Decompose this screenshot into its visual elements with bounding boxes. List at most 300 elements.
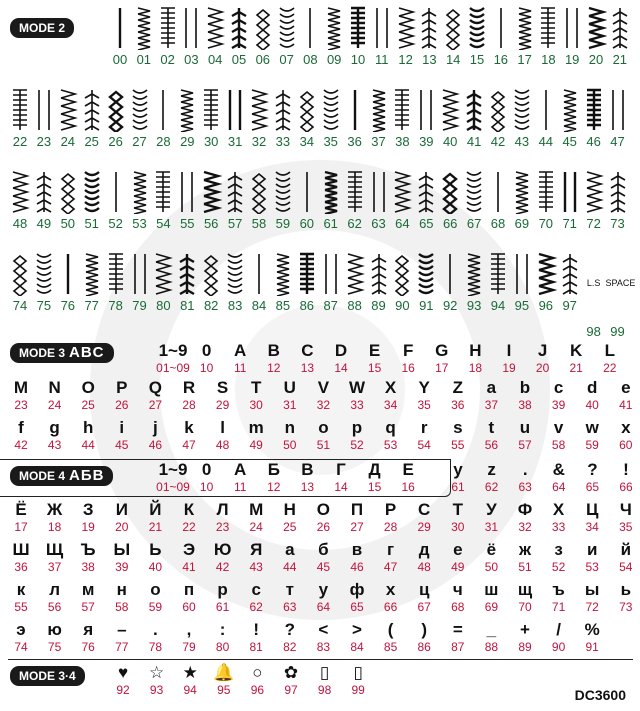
- character-number: 50: [484, 560, 499, 574]
- character-number: 88: [484, 640, 499, 654]
- character-number: 16: [401, 480, 415, 494]
- stitch-number: 10: [350, 52, 366, 67]
- character-cell: [277, 500, 303, 534]
- character-number: 65: [350, 600, 364, 614]
- character-number: 46: [148, 438, 163, 452]
- stitch-pattern-icon: [223, 170, 247, 216]
- stitch-cell: [8, 252, 32, 313]
- stitch-pattern-icon: [80, 88, 104, 134]
- character-number: 53: [585, 560, 599, 574]
- stitch-pattern-icon: [108, 6, 132, 52]
- stitch-pattern-icon: [179, 6, 203, 52]
- character-number: 36: [14, 560, 28, 574]
- character-cell: [478, 378, 504, 412]
- character-glyph: 1~9: [158, 341, 188, 360]
- character-glyph: й: [620, 540, 632, 559]
- stitch-number: 21: [612, 52, 628, 67]
- character-cell: [75, 500, 101, 534]
- character-glyph: ъ: [552, 580, 565, 599]
- stitch-pattern-icon: [128, 252, 152, 298]
- character-cell: [261, 341, 287, 375]
- stitch-cell: [8, 170, 32, 231]
- stitch-number: 18: [541, 52, 556, 67]
- character-glyph: M: [13, 378, 29, 397]
- stitch-number: 95: [514, 298, 530, 313]
- stitch-cell: [343, 252, 367, 313]
- character-glyph: ч: [452, 580, 463, 599]
- stitch-pattern-icon: [534, 88, 558, 134]
- stitch-cell: [179, 6, 203, 67]
- character-glyph: T: [250, 378, 262, 397]
- character-number: 90: [551, 640, 566, 654]
- stitch-cell: [319, 252, 343, 313]
- character-cell: [478, 500, 504, 534]
- stitch-pattern-icon: [295, 170, 319, 216]
- character-glyph: W: [348, 378, 366, 397]
- character-cell: [411, 378, 437, 412]
- stitch-cell: [175, 170, 199, 231]
- stitch-cell: [370, 6, 394, 67]
- character-glyph: ?: [284, 620, 295, 639]
- character-cell: [142, 378, 168, 412]
- character-cell: [310, 418, 336, 452]
- character-number: 59: [585, 438, 599, 452]
- character-glyph: А: [234, 460, 247, 479]
- character-cell: [176, 500, 202, 534]
- stitch-number: 28: [156, 134, 171, 149]
- stitch-number: 06: [255, 52, 271, 67]
- stitch-cell: [247, 88, 271, 149]
- character-glyph: Q: [148, 378, 162, 397]
- stitch-number: 89: [371, 298, 386, 313]
- stitch-number: 56: [203, 216, 219, 231]
- stitch-cell: [606, 170, 630, 231]
- character-number: 37: [484, 398, 499, 412]
- character-glyph: z: [487, 460, 496, 479]
- stitch-number: 50: [60, 216, 76, 231]
- stitch-cell: [390, 88, 414, 149]
- stitch-number: 42: [490, 134, 506, 149]
- stitch-pattern-icon: [199, 88, 223, 134]
- character-number: 91: [585, 640, 599, 654]
- stitch-number: 11: [375, 52, 389, 67]
- character-glyph: f: [18, 418, 24, 437]
- character-number: 38: [81, 560, 95, 574]
- stitch-pattern-icon: [536, 6, 560, 52]
- stitch-cell: [536, 6, 560, 67]
- stitch-cell: [80, 88, 104, 149]
- character-cell: [512, 378, 538, 412]
- character-cell: [277, 418, 303, 452]
- character-glyph: V: [317, 378, 330, 397]
- character-cell: [8, 418, 34, 452]
- stitch-number: 57: [227, 216, 243, 231]
- character-number: 59: [148, 600, 163, 614]
- character-number: 31: [283, 398, 297, 412]
- stitch-cell: [343, 88, 367, 149]
- character-number: 53: [383, 438, 398, 452]
- character-glyph: w: [585, 418, 599, 437]
- character-cell: [176, 620, 202, 654]
- character-glyph: э: [16, 620, 26, 639]
- character-number: 40: [148, 560, 163, 574]
- character-number: 86: [417, 640, 431, 654]
- character-cell: [378, 580, 404, 614]
- stitch-pattern-icon: [558, 252, 582, 298]
- character-cell: [411, 580, 437, 614]
- stitch-cell: [104, 88, 128, 149]
- stitch-pattern-icon: [223, 88, 247, 134]
- character-glyph: ▯: [319, 663, 330, 682]
- stitch-pattern-icon: [151, 170, 175, 216]
- character-cell: [227, 341, 253, 375]
- stitch-cell: [486, 252, 510, 313]
- stitch-cell: [199, 88, 223, 149]
- stitch-cell: [175, 88, 199, 149]
- stitch-number: 93: [466, 298, 482, 313]
- stitch-pattern-icon: [605, 278, 636, 324]
- stitch-pattern-icon: [486, 252, 510, 298]
- stitch-number: 46: [586, 134, 601, 149]
- character-number: 83: [316, 640, 331, 654]
- character-number: 84: [350, 640, 364, 654]
- character-number: 24: [249, 520, 263, 534]
- character-glyph: Э: [182, 540, 196, 559]
- stitch-cell: [247, 252, 271, 313]
- character-number: 21: [148, 520, 163, 534]
- stitch-pattern-icon: [32, 252, 56, 298]
- character-number: 20: [535, 361, 550, 375]
- stitch-cell: [414, 252, 438, 313]
- character-cell: [243, 418, 269, 452]
- character-number: 94: [183, 683, 197, 697]
- character-cell: [613, 500, 639, 534]
- stitch-number: 17: [517, 52, 532, 67]
- character-cell: [142, 580, 168, 614]
- character-number: 30: [249, 398, 263, 412]
- character-glyph: 0: [201, 341, 212, 360]
- stitch-cell: [199, 170, 223, 231]
- character-glyph: Ж: [46, 500, 63, 519]
- stitch-cell: [367, 252, 391, 313]
- character-cell: [142, 540, 168, 574]
- stitch-number: 43: [514, 134, 530, 149]
- stitch-pattern-icon: [199, 170, 223, 216]
- stitch-cell: [438, 252, 462, 313]
- stitch-cell: [203, 6, 227, 67]
- character-glyph: ): [421, 620, 428, 639]
- stitch-pattern-icon: [486, 88, 510, 134]
- character-glyph: D: [334, 341, 348, 360]
- character-number: 66: [383, 600, 398, 614]
- stitch-cell: [414, 170, 438, 231]
- character-number: 72: [585, 600, 599, 614]
- character-number: 49: [451, 560, 465, 574]
- character-number: 54: [619, 560, 633, 574]
- character-glyph: :: [219, 620, 226, 639]
- character-number: 58: [115, 600, 129, 614]
- character-number: 61: [215, 600, 230, 614]
- stitch-pattern-icon: [32, 170, 56, 216]
- character-cell: [613, 580, 639, 614]
- stitch-number: 31: [227, 134, 243, 149]
- stitch-number: 44: [538, 134, 554, 149]
- stitch-cell: [32, 252, 56, 313]
- stitch-pattern-icon: [298, 6, 322, 52]
- stitch-pattern-icon: [132, 6, 156, 52]
- character-number: 25: [283, 520, 297, 534]
- character-glyph: О: [316, 500, 330, 519]
- character-cell: [243, 500, 269, 534]
- character-number: 77: [115, 640, 129, 654]
- stitch-pattern-icon: [80, 170, 104, 216]
- stitch-pattern-icon: [582, 88, 606, 134]
- character-glyph: Б: [267, 460, 280, 479]
- stitch-cell: [298, 6, 322, 67]
- stitch-pattern-icon: [56, 170, 80, 216]
- stitch-number: 47: [610, 134, 625, 149]
- character-glyph: С: [418, 500, 431, 519]
- stitch-cell: [32, 170, 56, 231]
- stitch-number: 34: [299, 134, 315, 149]
- stitch-pattern-icon: [558, 170, 582, 216]
- stitch-number: 92: [442, 298, 458, 313]
- character-number: 52: [551, 560, 566, 574]
- stitch-pattern-icon: [247, 88, 271, 134]
- stitch-pattern-icon: [465, 6, 489, 52]
- stitch-cell: [486, 170, 510, 231]
- character-number: 48: [417, 560, 431, 574]
- stitch-number: 62: [347, 216, 362, 231]
- stitch-pattern-icon: [175, 170, 199, 216]
- character-number: 89: [518, 640, 532, 654]
- character-glyph: i: [119, 418, 125, 437]
- stitch-cell: [132, 6, 156, 67]
- stitch-number: 51: [84, 216, 99, 231]
- stitch-cell: [271, 170, 295, 231]
- character-cell: [42, 580, 68, 614]
- character-number: 14: [334, 480, 348, 494]
- character-glyph: Х: [552, 500, 565, 519]
- character-number: 98: [317, 683, 332, 697]
- stitch-number: 38: [395, 134, 410, 149]
- character-cell: [579, 620, 605, 654]
- character-cell: [478, 418, 504, 452]
- character-number: 44: [81, 438, 95, 452]
- stitch-number: 20: [588, 52, 604, 67]
- stitch-cell: [128, 88, 152, 149]
- stitch-cell: [8, 88, 32, 149]
- stitch-cell: [582, 170, 606, 231]
- character-glyph: S: [216, 378, 229, 397]
- character-cell: [243, 580, 269, 614]
- stitch-number: 77: [84, 298, 99, 313]
- character-cell: [496, 341, 522, 375]
- character-glyph: ж: [518, 540, 532, 559]
- stitch-number: 19: [564, 52, 580, 67]
- character-cell: [445, 580, 471, 614]
- stitch-pattern-icon: [438, 88, 462, 134]
- stitch-number: 48: [12, 216, 28, 231]
- character-cell: [310, 620, 336, 654]
- stitch-number: 82: [203, 298, 219, 313]
- stitch-cell: [513, 6, 537, 67]
- stitch-pattern-icon: [438, 170, 462, 216]
- character-glyph: h: [82, 418, 94, 437]
- character-number: 47: [182, 438, 196, 452]
- character-cell: [445, 418, 471, 452]
- character-number: 13: [300, 361, 315, 375]
- character-cell: [512, 460, 538, 494]
- character-number: 28: [383, 520, 398, 534]
- stitch-pattern-icon: [271, 252, 295, 298]
- character-glyph: p: [351, 418, 363, 437]
- character-cell: [378, 500, 404, 534]
- character-number: 39: [115, 560, 129, 574]
- stitch-number: 01: [136, 52, 152, 67]
- character-glyph: k: [184, 418, 194, 437]
- stitch-cell: [489, 6, 513, 67]
- character-cell: [613, 460, 639, 494]
- character-number: 55: [451, 438, 465, 452]
- character-glyph: Й: [149, 500, 162, 519]
- character-number: 41: [619, 398, 633, 412]
- character-glyph: O: [81, 378, 95, 397]
- stitch-number: 26: [108, 134, 123, 149]
- stitch-pattern-icon: [441, 6, 465, 52]
- character-glyph: ✿: [283, 663, 299, 682]
- mode3-badge: MODE 3 ABC: [10, 343, 114, 363]
- character-glyph: <: [318, 620, 329, 639]
- stitch-pattern-icon: [319, 170, 343, 216]
- stitch-pattern-icon: [489, 6, 513, 52]
- character-number: 96: [250, 683, 265, 697]
- character-number: 10: [199, 361, 214, 375]
- character-cell: [362, 460, 388, 494]
- stitch-cell: [108, 6, 132, 67]
- stitch-number: 99: [610, 324, 625, 339]
- character-cell: [142, 500, 168, 534]
- character-number: 31: [484, 520, 499, 534]
- character-glyph: к: [16, 580, 26, 599]
- stitch-number: 27: [132, 134, 147, 149]
- stitch-cell: [32, 88, 56, 149]
- character-cell: [579, 460, 605, 494]
- character-cell: [176, 378, 202, 412]
- stitch-cell: [465, 6, 489, 67]
- character-number: 92: [116, 683, 130, 697]
- character-number: 23: [215, 520, 230, 534]
- stitch-pattern-icon: [462, 88, 486, 134]
- character-number: 62: [249, 600, 263, 614]
- stitch-cell: [104, 170, 128, 231]
- stitch-number: 39: [419, 134, 434, 149]
- divider-line: [8, 659, 633, 660]
- character-number: 62: [484, 480, 499, 494]
- character-glyph: В: [301, 460, 314, 479]
- character-glyph: X: [384, 378, 397, 397]
- stitch-pattern-icon: [319, 252, 343, 298]
- stitch-pattern-icon: [295, 252, 319, 298]
- character-cell: [546, 378, 572, 412]
- stitch-number: 37: [371, 134, 386, 149]
- character-glyph: N: [48, 378, 61, 397]
- character-glyph: ё: [486, 540, 497, 559]
- stitch-pattern-icon: [584, 6, 608, 52]
- character-cell: [8, 500, 34, 534]
- character-cell: [243, 620, 269, 654]
- stitch-number: 40: [442, 134, 458, 149]
- character-cell: [445, 460, 471, 494]
- character-cell: [512, 500, 538, 534]
- character-number: 32: [518, 520, 532, 534]
- stitch-cell: [558, 88, 582, 149]
- character-cell: [42, 418, 68, 452]
- stitch-pattern-icon: [367, 88, 391, 134]
- stitch-pattern-icon: [343, 252, 367, 298]
- stitch-cell: [414, 88, 438, 149]
- character-glyph: з: [554, 540, 563, 559]
- character-glyph: s: [453, 418, 463, 437]
- stitch-pattern-icon: [56, 252, 80, 298]
- character-glyph: ь: [620, 580, 632, 599]
- stitch-cell: [319, 170, 343, 231]
- character-glyph: У: [486, 500, 497, 519]
- stitch-pattern-icon: [32, 88, 56, 134]
- stitch-number: 68: [490, 216, 506, 231]
- stitch-pattern-icon: [128, 88, 152, 134]
- character-cell: [75, 540, 101, 574]
- stitch-pattern-icon: [606, 170, 630, 216]
- character-glyph: 🔔: [213, 663, 235, 682]
- character-cell: [478, 540, 504, 574]
- character-cell: [142, 620, 168, 654]
- character-number: 50: [283, 438, 297, 452]
- stitch-cell: [462, 88, 486, 149]
- stitch-cell: [56, 252, 80, 313]
- stitch-number: 67: [466, 216, 482, 231]
- character-number: 71: [551, 600, 566, 614]
- character-number: 64: [316, 600, 331, 614]
- character-cell: [344, 378, 370, 412]
- character-number: 51: [518, 560, 532, 574]
- character-cell: [310, 580, 336, 614]
- stitch-number: 83: [227, 298, 243, 313]
- stitch-pattern-icon: [414, 88, 438, 134]
- character-glyph: B: [267, 341, 280, 360]
- character-cell: [144, 663, 170, 697]
- stitch-pattern-icon: [343, 88, 367, 134]
- character-number: 60: [182, 600, 196, 614]
- character-number: 56: [484, 438, 499, 452]
- character-cell: [42, 540, 68, 574]
- character-number: 69: [484, 600, 499, 614]
- stitch-cell: [343, 170, 367, 231]
- character-glyph: ★: [182, 663, 198, 682]
- stitch-cell: [558, 252, 582, 313]
- character-number: 80: [215, 640, 230, 654]
- character-cell: [479, 460, 505, 494]
- character-glyph: Р: [384, 500, 397, 519]
- character-glyph: Л: [216, 500, 229, 519]
- character-number: 85: [383, 640, 398, 654]
- stitch-cell: [462, 252, 486, 313]
- character-glyph: Ы: [113, 540, 131, 559]
- character-cell: [546, 620, 572, 654]
- stitch-number: 12: [398, 52, 413, 67]
- character-cell: [75, 580, 101, 614]
- character-cell: [277, 378, 303, 412]
